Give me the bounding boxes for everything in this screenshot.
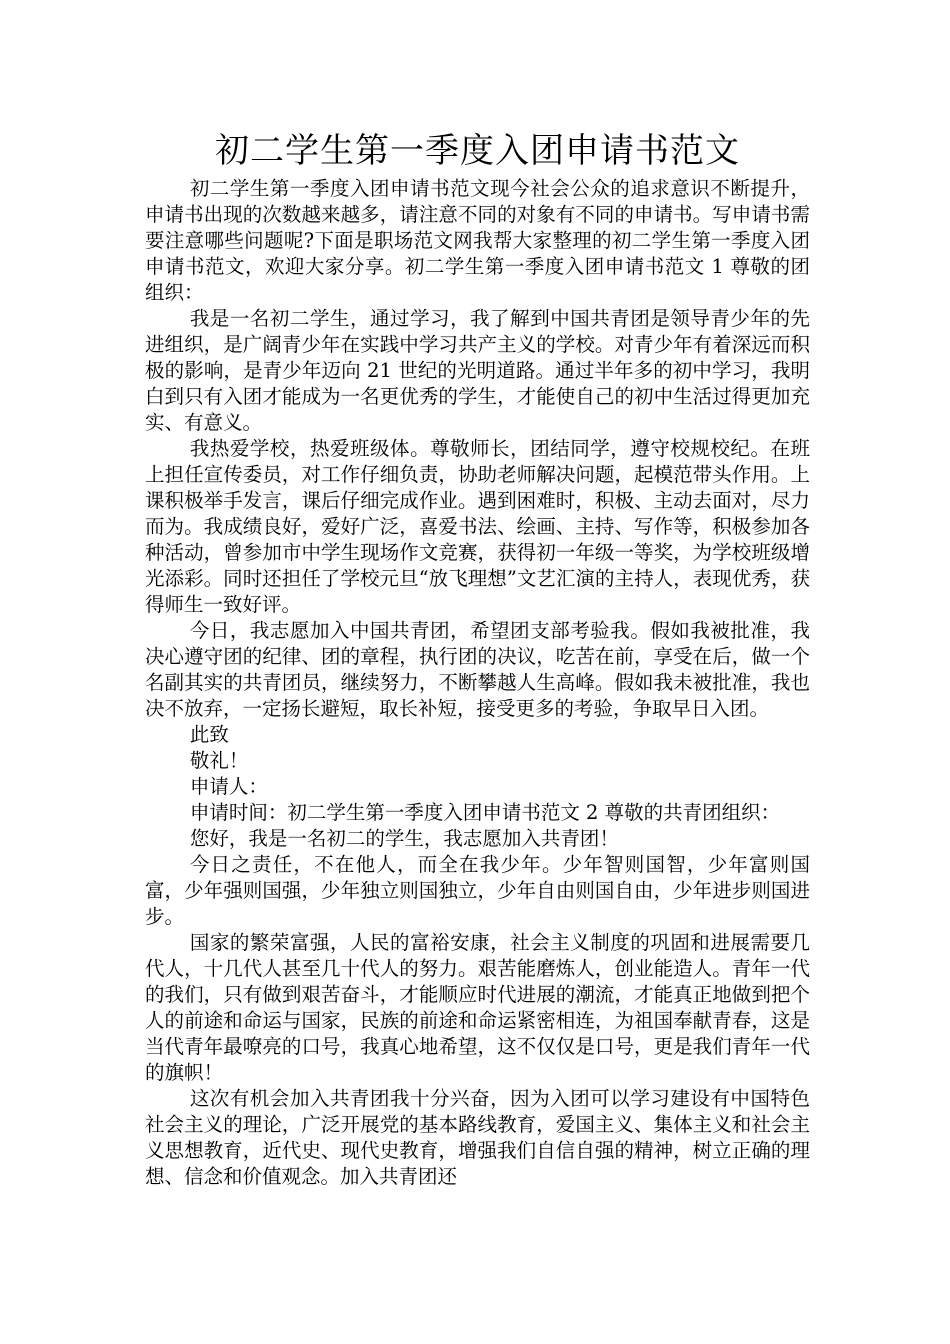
paragraph-body: 我热爱学校，热爱班级体。尊敬师长，团结同学，遵守校规校纪。在班上担任宣传委员，对工作仔细负责，协助老师解决问题，起模范带头作用。上课积极举手发言，课后仔细完成作业。遇到困难时，积极、主动去面对，尽力而为。我成绩良好，爱好广泛，喜爱书法、绘画、主持、写作等，积极参加各种活动，曾参加市中学生现场作文竞赛，获得初一年级一等奖，为学校班级增光添彩。同时还担任了学校元旦“放飞理想”文艺汇演的主持人，表现优秀，获得师生一致好评。 xyxy=(145,437,810,616)
paragraph-body: 您好，我是一名初二的学生，我志愿加入共青团！ xyxy=(189,827,619,850)
paragraph-body: 国家的繁荣富强，人民的富裕安康，社会主义制度的巩固和进展需要几代人，十几代人甚至几十代人的努力。艰苦能磨炼人，创业能造人。青年一代的我们，只有做到艰苦奋斗，才能顺应时代进展的潮流，才能真正地做到把个人的前途和命运与国家，民族的前途和命运紧密相连，为祖国奉献青春，这是当代青年最嘹亮的口号，我真心地希望，这不仅仅是口号，更是我们青年一代的旗帜！ xyxy=(145,931,810,1084)
closing-salutation: 此致 xyxy=(189,723,229,746)
applicant-line: 申请人： xyxy=(189,775,268,798)
paragraph-intro: 初二学生第一季度入团申请书范文现今社会公众的追求意识不断提升，申请书出现的次数越来越多，请注意不同的对象有不同的申请书。写申请书需要注意哪些问题呢?下面是职场范文网我帮大家整理的初二学生第一季度入团申请书范文，欢迎大家分享。初二学生第一季度入团申请书范文 1 尊敬的团组织： xyxy=(145,177,810,304)
closing-regards: 敬礼！ xyxy=(189,749,249,772)
paragraph-body: 今日，我志愿加入中国共青团，希望团支部考验我。假如我被批准，我决心遵守团的纪律、团的章程，执行团的决议，吃苦在前，享受在后，做一个名副其实的共青团员，继续努力，不断攀越人生高峰。假如我未被批准，我也决不放弃，一定扬长避短，取长补短，接受更多的考验，争取早日入团。 xyxy=(145,619,810,720)
document-page xyxy=(145,128,810,1190)
document-title: 初二学生第一季度入团申请书范文 xyxy=(215,131,740,171)
paragraph-body: 这次有机会加入共青团我十分兴奋，因为入团可以学习建设有中国特色社会主义的理论，广泛开展党的基本路线教育，爱国主义、集体主义和社会主义思想教育，近代史、现代史教育，增强我们自信自强的精神，树立正确的理想、信念和价值观念。加入共青团还 xyxy=(145,1087,810,1188)
paragraph-body: 我是一名初二学生，通过学习，我了解到中国共青团是领导青少年的先进组织，是广阔青少年在实践中学习共产主义的学校。对青少年有着深远而积极的影响，是青少年迈向 21 世纪的光明道路。通过半年多的初中学习，我明白到只有入团才能成为一名更优秀的学生，才能使自己的初中生活过得更加充实、有意义。 xyxy=(145,307,810,434)
application-date-line: 申请时间：初二学生第一季度入团申请书范文 2 尊敬的共青团组织： xyxy=(189,801,781,824)
paragraph-body: 今日之责任，不在他人，而全在我少年。少年智则国智，少年富则国富，少年强则国强，少年独立则国独立，少年自由则国自由，少年进步则国进步。 xyxy=(145,853,810,928)
